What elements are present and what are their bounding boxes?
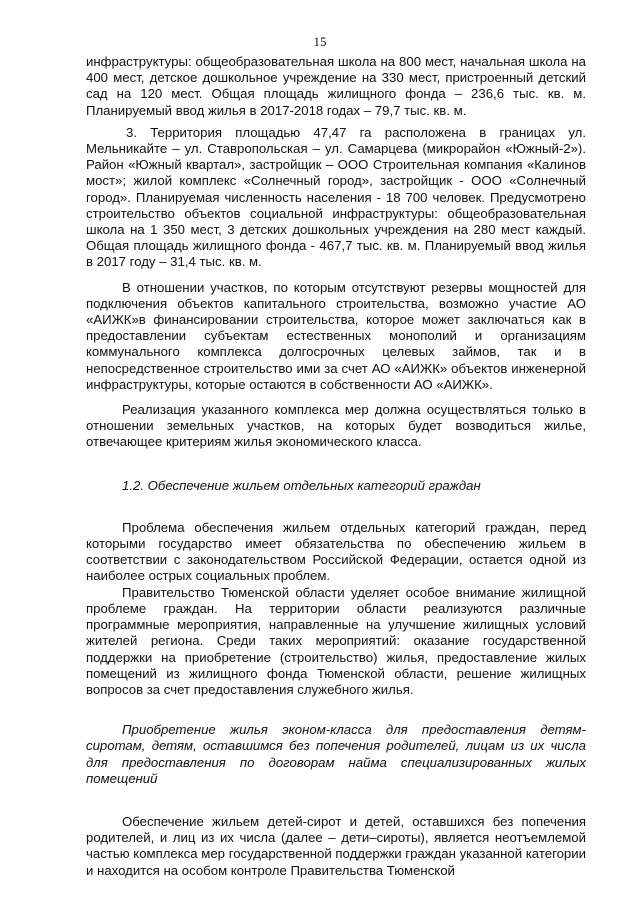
- page-number: 15: [313, 34, 327, 49]
- paragraph-territory-3: 3. Территория площадью 47,47 га расположена в границах ул. Мельникайте – ул. Ставропольская – ул. Самарцева (микрорайон «Южный-2»). Район «Южный квартал», застройщик – ООО Строительная компания «Калинов мост»; жилой комплекс «Солнечный город», застройщик - ООО «Солнечный город». Планируемая численность населения - 18 700 человек. Предусмотрено строительство объектов социальной инфраструктуры: общеобразовательная школа на 1 350 мест, 3 детских дошкольных учреждения на 280 мест каждый. Общая площадь жилищного фонда - 467,7 тыс. кв. м. Планируемый ввод жилья в 2017 году – 31,4 тыс. кв. м.: [86, 124, 586, 270]
- paragraph-housing-problem: Проблема обеспечения жильем отдельных категорий граждан, перед которыми государство имеет обязательства по обеспечению жильем в соответствии с законодательством Российской Федерации, остается одной из наиболее острых социальных проблем.: [86, 519, 586, 584]
- section-heading: 1.2. Обеспечение жильем отдельных категорий граждан: [122, 477, 481, 493]
- subsection-italic-title: Приобретение жилья эконом-класса для предоставления детям-сиротам, детям, оставшимся без попечения родителей, лицам из их числа для предоставления по договорам найма специализированных жилых помещений: [86, 722, 586, 786]
- paragraph-government-attention: Правительство Тюменской области уделяет особое внимание жилищной проблеме граждан. На территории области реализуются различные программные мероприятия, направленные на улучшение жилищных условий жителей региона. Среди таких мероприятий: оказание государственной поддержки на приобретение (строительство) жилья, предоставление жилых помещений из жилищного фонда Тюменской области, решение жилищных вопросов за счет предоставления служебного жилья.: [86, 584, 586, 697]
- paragraph-aizhk-participation: В отношении участков, по которым отсутствуют резервы мощностей для подключения объектов капитального строительства, возможно участие АО «АИЖК»в финансировании строительства, которое может заключаться как в предоставлении субъектам естественных монополий и организациям коммунального комплекса долгосрочных целевых займов, так и в непосредственное строительство ими за счет АО «АИЖК» объектов инженерной инфраструктуры, которые остаются в собственности АО «АИЖК».: [86, 279, 586, 392]
- paragraph-infrastructure: инфраструктуры: общеобразовательная школа на 800 мест, начальная школа на 400 мест, детское дошкольное учреждение на 330 мест, пристроенный детский сад на 120 мест. Общая площадь жилищного фонда – 236,6 тыс. кв. м. Планируемый ввод жилья в 2017-2018 годах – 79,7 тыс. кв. м.: [86, 54, 586, 118]
- page-body: [86, 54, 586, 879]
- paragraph-orphans-housing: Обеспечение жильем детей-сирот и детей, оставшихся без попечения родителей, и лиц из их числа (далее – дети–сироты), является неотъемлемой частью комплекса мер государственной поддержки граждан указанной категории и находится на особом контроле Правительства Тюменской: [86, 813, 586, 878]
- paragraph-implementation: Реализация указанного комплекса мер должна осуществляться только в отношении земельных участков, на которых будет возводиться жилье, отвечающее критериям жилья экономического класса.: [86, 402, 586, 450]
